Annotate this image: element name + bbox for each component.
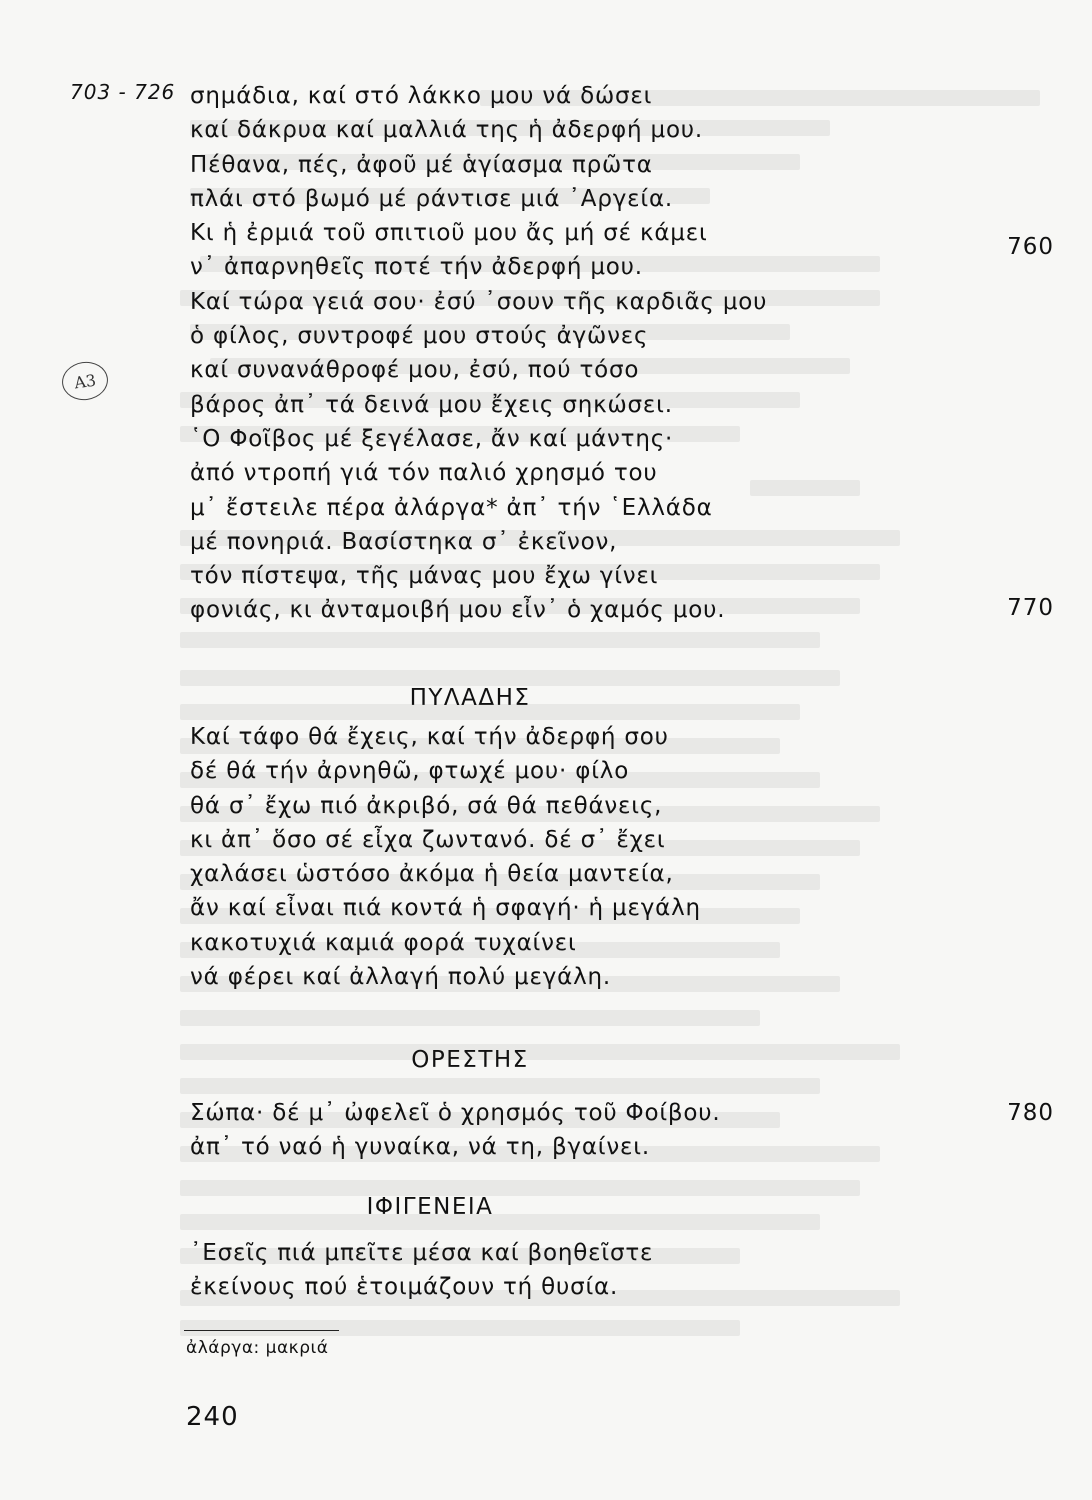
verse-line: ν᾽ ἀπαρνηθεῖς ποτέ τήν ἀδερφή μου. [190, 254, 643, 281]
verse-line: φονιάς, κι ἀνταμοιβή μου εἶν᾽ ὁ χαμός μου. [190, 597, 726, 624]
verse-line: ὁ φίλος, συντροφέ μου στούς ἀγῶνες [190, 323, 649, 350]
verse-line: Καί τώρα γειά σου· ἐσύ ᾽σουν τῆς καρδιᾶς μου [190, 288, 768, 315]
verse-line: θά σ᾽ ἔχω πιό ἀκριβό, σά θά πεθάνεις, [190, 792, 663, 819]
verse-line: μέ πονηριά. Βασίστηκα σ᾽ ἐκεῖνον, [190, 528, 618, 555]
line-range-label: 703 - 726 [70, 80, 176, 104]
verse-block-3 [190, 1096, 1070, 1165]
speaker-pylades: ΠΥΛΑΔΗΣ [409, 685, 531, 711]
verse-line: βάρος ἀπ᾽ τά δεινά μου ἔχεις σηκώσει. [190, 391, 673, 418]
verse-line: σημάδια, καί στό λάκκο μου νά δώσει [190, 83, 653, 109]
verse-line: καί δάκρυα καί μαλλιά της ἡ ἀδερφή μου. [190, 117, 704, 144]
verse-line: ἀπό ντροπή γιά τόν παλιό χρησμό του [190, 460, 658, 487]
verse-block-2 [190, 720, 1070, 994]
verse-line: κι ἀπ᾽ ὅσο σέ εἶχα ζωντανό. δέ σ᾽ ἔχει [190, 826, 666, 853]
verse-line: ἀπ᾽ τό ναό ἡ γυναίκα, νά τη, βγαίνει. [190, 1134, 650, 1161]
verse-line: δέ θά τήν ἀρνηθῶ, φτωχέ μου· φίλο [190, 758, 630, 785]
verse-line: κακοτυχιά καμιά φορά τυχαίνει [190, 929, 577, 956]
line-number-760: 760 [1007, 234, 1054, 260]
footnote: ἀλάργα: μακριά [186, 1338, 329, 1358]
page-number: 240 [186, 1402, 239, 1432]
verse-line: μ᾽ ἔστειλε πέρα ἀλάργα* ἀπ᾽ τήν ῾Ελλάδα [190, 494, 713, 521]
handwritten-marginal-note: A3 [60, 359, 111, 403]
verse-line: τόν πίστεψα, τῆς μάνας μου ἔχω γίνει [190, 563, 659, 590]
verse-line: Καί τάφο θά ἔχεις, καί τήν ἀδερφή σου [190, 724, 669, 750]
line-number-770: 770 [1007, 595, 1054, 621]
verse-line: ἄν καί εἶναι πιά κοντά ἡ σφαγή· ἡ μεγάλη [190, 895, 701, 922]
verse-line: καί συνανάθροφέ μου, ἐσύ, πού τόσο [190, 357, 640, 384]
line-number-780: 780 [1007, 1100, 1054, 1126]
verse-line: ᾽Εσεῖς πιά μπεῖτε μέσα καί βοηθεῖστε [190, 1240, 654, 1266]
verse-line: νά φέρει καί ἀλλαγή πολύ μεγάλη. [190, 964, 611, 991]
verse-line: πλάι στό βωμό μέ ράντισε μιά ᾽Αργεία. [190, 185, 674, 212]
verse-line: Πέθανα, πές, ἀφοῦ μέ ἁγίασμα πρῶτα [190, 151, 653, 178]
speaker-orestes: ΟΡΕΣΤΗΣ [411, 1047, 529, 1073]
verse-block-1 [190, 79, 1070, 628]
verse-line: ἐκείνους πού ἑτοιμάζουν τή θυσία. [190, 1274, 619, 1301]
verse-line: Σώπα· δέ μ᾽ ὠφελεῖ ὁ χρησμός τοῦ Φοίβου. [190, 1100, 721, 1126]
verse-line: χαλάσει ὡστόσο ἀκόμα ἡ θεία μαντεία, [190, 861, 674, 888]
verse-line: Κι ἡ ἐρμιά τοῦ σπιτιοῦ μου ἄς μή σέ κάμει [190, 220, 708, 247]
verse-line: ῾Ο Φοῖβος μέ ξεγέλασε, ἄν καί μάντης· [190, 425, 674, 452]
footnote-rule [184, 1330, 339, 1331]
speaker-iphigenia: ΙΦΙΓΕΝΕΙΑ [366, 1194, 494, 1220]
verse-block-4 [190, 1236, 1070, 1305]
